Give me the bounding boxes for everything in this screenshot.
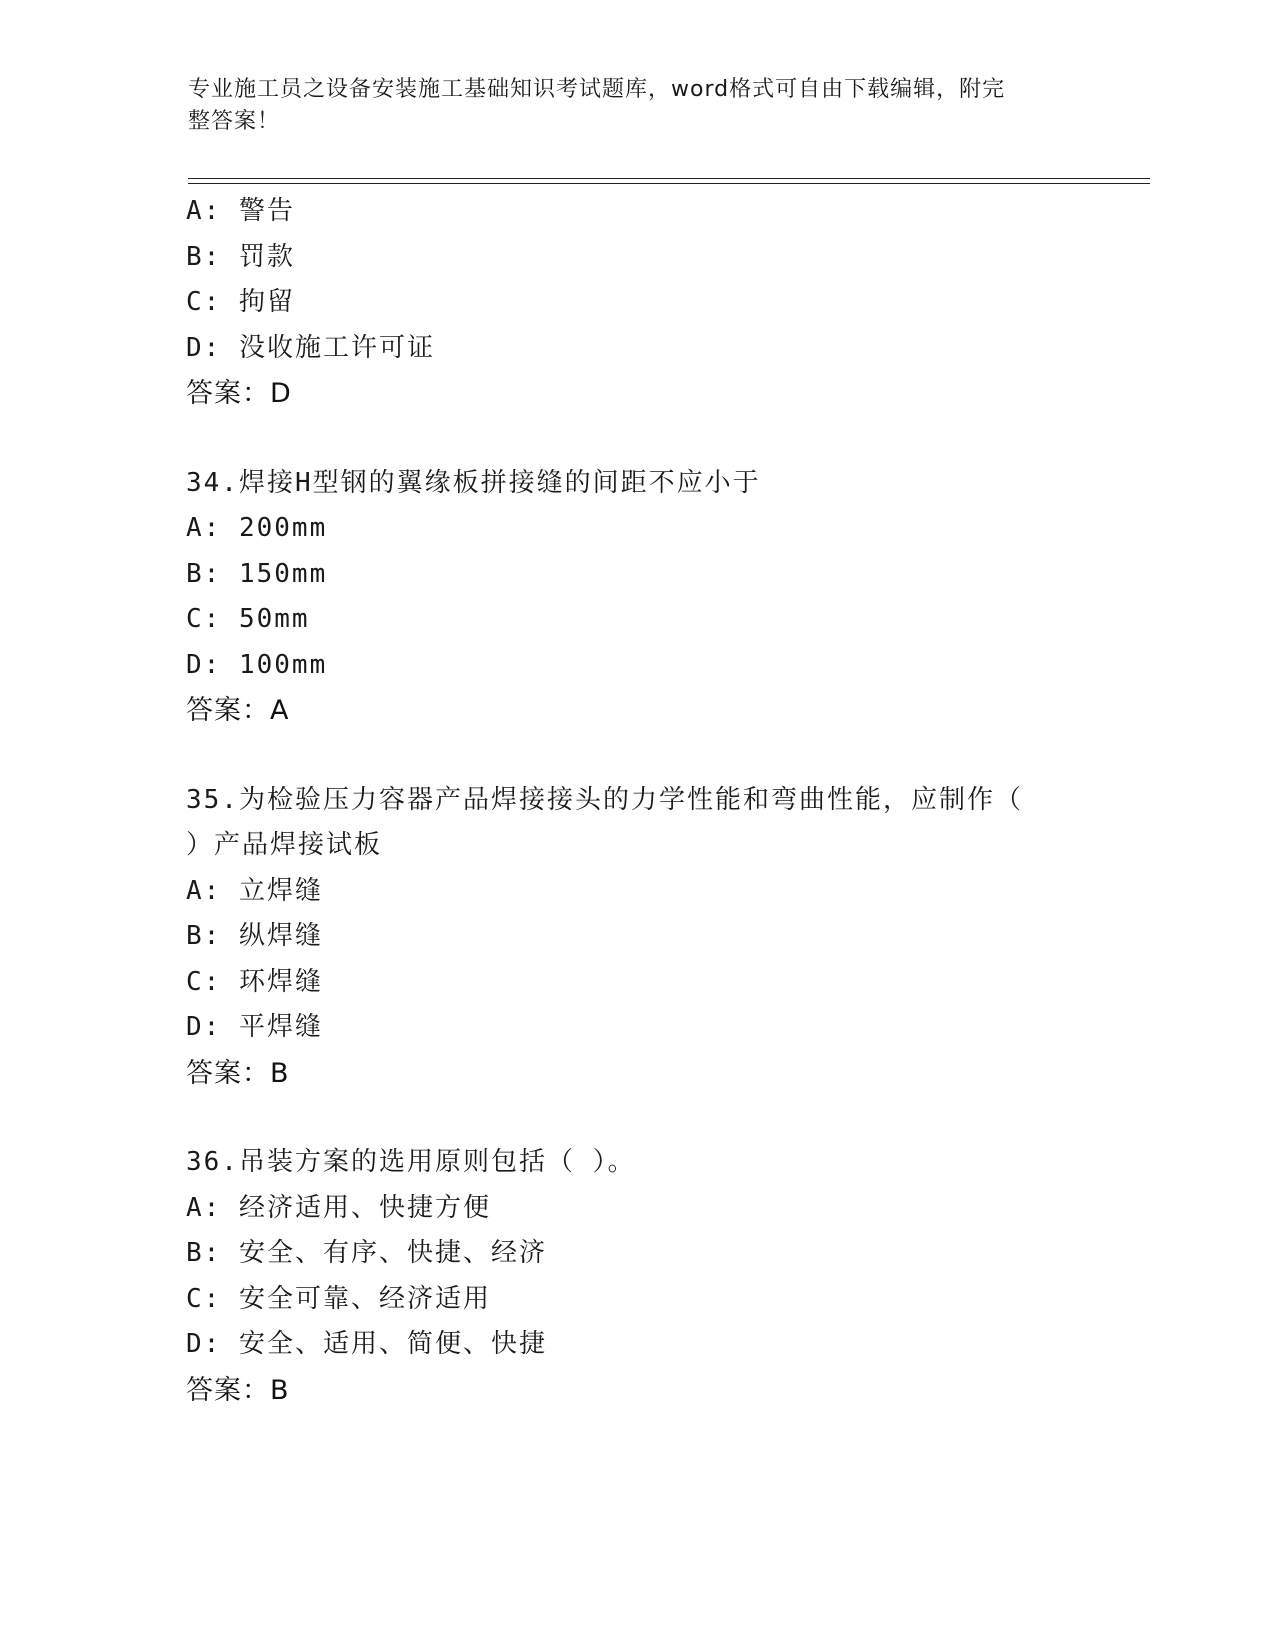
option-d: D: 没收施工许可证 bbox=[186, 332, 435, 363]
option-c: C: 环焊缝 bbox=[186, 966, 323, 997]
answer-line: 答案：B bbox=[186, 1057, 290, 1089]
option-d: D: 平焊缝 bbox=[186, 1012, 323, 1042]
option-c: C: 50mm bbox=[186, 604, 310, 634]
spacer bbox=[186, 417, 1086, 461]
option-d: D: 100mm bbox=[186, 649, 328, 680]
header-line-1: 专业施工员之设备安装施工基础知识考试题库，word格式可自由下载编辑，附完 bbox=[188, 77, 1006, 102]
question-title-line-1: 35.为检验压力容器产品焊接接头的力学性能和弯曲性能，应制作（ bbox=[186, 784, 1023, 815]
question-36 bbox=[186, 1140, 1086, 1413]
option-d: D: 安全、适用、简便、快捷 bbox=[186, 1329, 547, 1359]
option-b: B: 安全、有序、快捷、经济 bbox=[186, 1238, 547, 1268]
document-header bbox=[188, 74, 1068, 138]
option-b: B: 罚款 bbox=[186, 241, 295, 272]
header-divider-bottom bbox=[188, 183, 1150, 184]
spacer bbox=[186, 734, 1086, 778]
question-33 bbox=[186, 189, 1086, 417]
spacer bbox=[186, 1096, 1086, 1140]
option-a: A: 经济适用、快捷方便 bbox=[186, 1192, 491, 1223]
option-a: A: 警告 bbox=[186, 196, 295, 226]
question-34 bbox=[186, 461, 1086, 734]
answer-line: 答案：A bbox=[186, 695, 290, 726]
option-a: A: 200mm bbox=[186, 513, 328, 543]
question-title: 34.焊接H型钢的翼缘板拼接缝的间距不应小于 bbox=[186, 467, 761, 498]
question-title-line-2: ）产品焊接试板 bbox=[186, 830, 383, 860]
question-35 bbox=[186, 778, 1086, 1097]
option-a: A: 立焊缝 bbox=[186, 875, 323, 906]
question-title: 36.吊装方案的选用原则包括（ ）。 bbox=[186, 1147, 636, 1177]
option-c: C: 拘留 bbox=[186, 287, 295, 317]
option-c: C: 安全可靠、经济适用 bbox=[186, 1283, 491, 1314]
header-line-2: 整答案！ bbox=[188, 109, 281, 134]
answer-line: 答案：B bbox=[186, 1374, 290, 1406]
header-divider-top bbox=[188, 178, 1150, 179]
option-b: B: 150mm bbox=[186, 558, 328, 589]
answer-line: 答案：D bbox=[186, 378, 292, 409]
option-b: B: 纵焊缝 bbox=[186, 921, 323, 951]
question-list bbox=[186, 189, 1086, 1413]
